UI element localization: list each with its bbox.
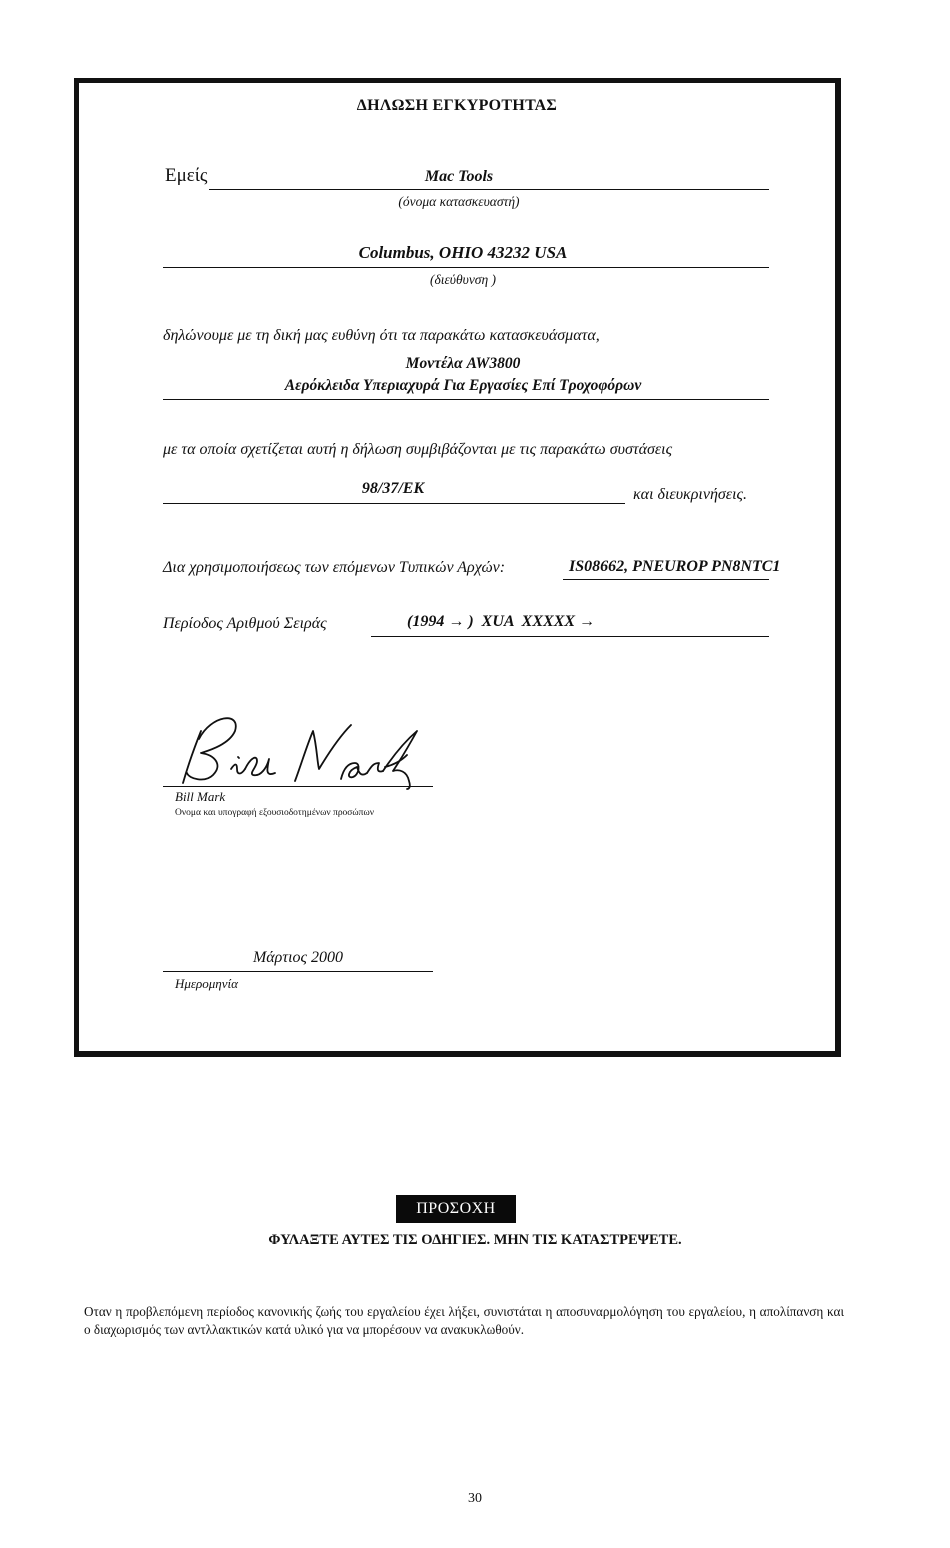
declaration-box: [74, 78, 841, 1057]
signature-line: [163, 786, 433, 787]
signature-image: [171, 709, 441, 791]
we-label: Εμείς: [165, 165, 208, 186]
declaration-title: ΔΗΛΩΣΗ ΕΓΚΥΡΟΤΗΤΑΣ: [356, 97, 558, 114]
address-line: [163, 267, 769, 268]
page-number: 30: [468, 1491, 482, 1506]
model-name: Μοντέλα AW3800: [405, 355, 521, 372]
address-caption: (διεύθυνση ): [429, 272, 497, 287]
date-value: Μάρτιος 2000: [252, 949, 344, 966]
directive-line: [163, 503, 625, 504]
signer-name: Bill Mark: [175, 789, 226, 804]
address: Columbus, OHIO 43232 USA: [358, 243, 568, 262]
date-caption: Ημερομηνία: [175, 976, 238, 991]
conformity-text: με τα οποία σχετίζεται αυτή η δήλωση συμβιβάζονται με τις παρακάτω συστάσεις: [163, 441, 673, 458]
recycling-paragraph: Οταν η προβλεπόμενη περίοδος κανονικής ζωής του εργαλείου έχει λήξει, συνιστάται η αποσυναρμολόγηση του εργαλείου, η απολίπανση και ο διαχωρισμός των αντλλακτικών κατά υλικό για να μπορέσουν να ανακυκλωθούν.: [84, 1304, 844, 1337]
warning-badge: ΠΡΟΣΟΧΗ: [396, 1195, 516, 1223]
clarifications-text: και διευκρινήσεις.: [633, 486, 748, 503]
serial-label: Περίοδος Αριθμού Σειράς: [163, 615, 327, 632]
standards-value: IS08662, PNEUROP PN8NTC1: [569, 558, 781, 575]
serial-line: [371, 636, 769, 637]
serial-range: (1994 → ) XUA XXXXX →: [407, 613, 596, 630]
manufacturer-line: [209, 189, 769, 190]
product-line: [163, 399, 769, 400]
manufacturer-caption: (όνομα κατασκευαστή): [398, 194, 520, 209]
manufacturer-name: Mac Tools: [424, 168, 494, 185]
directive-number: 98/37/EK: [361, 480, 425, 497]
date-line: [163, 971, 433, 972]
standards-label: Δια χρησιμοποιήσεως των επόμενων Τυπικών Αρχών:: [163, 559, 506, 576]
warning-text: ΦΥΛΑΞΤΕ ΑΥΤΕΣ ΤΙΣ ΟΔΗΓΙΕΣ. ΜΗΝ ΤΙΣ ΚΑΤΑΣΤΡΕΨΕΤΕ.: [268, 1232, 682, 1248]
standards-line: [563, 579, 769, 580]
signer-caption: Ονομα και υπογραφή εξουσιοδοτημένων προσώπων: [175, 808, 375, 818]
statement-text: δηλώνουμε με τη δική μας ευθύνη ότι τα παρακάτω κατασκευάσματα,: [163, 327, 600, 344]
product-name: Αερόκλειδα Υπεριαχυρά Για Εργασίες Επί Τροχοφόρων: [284, 377, 642, 394]
